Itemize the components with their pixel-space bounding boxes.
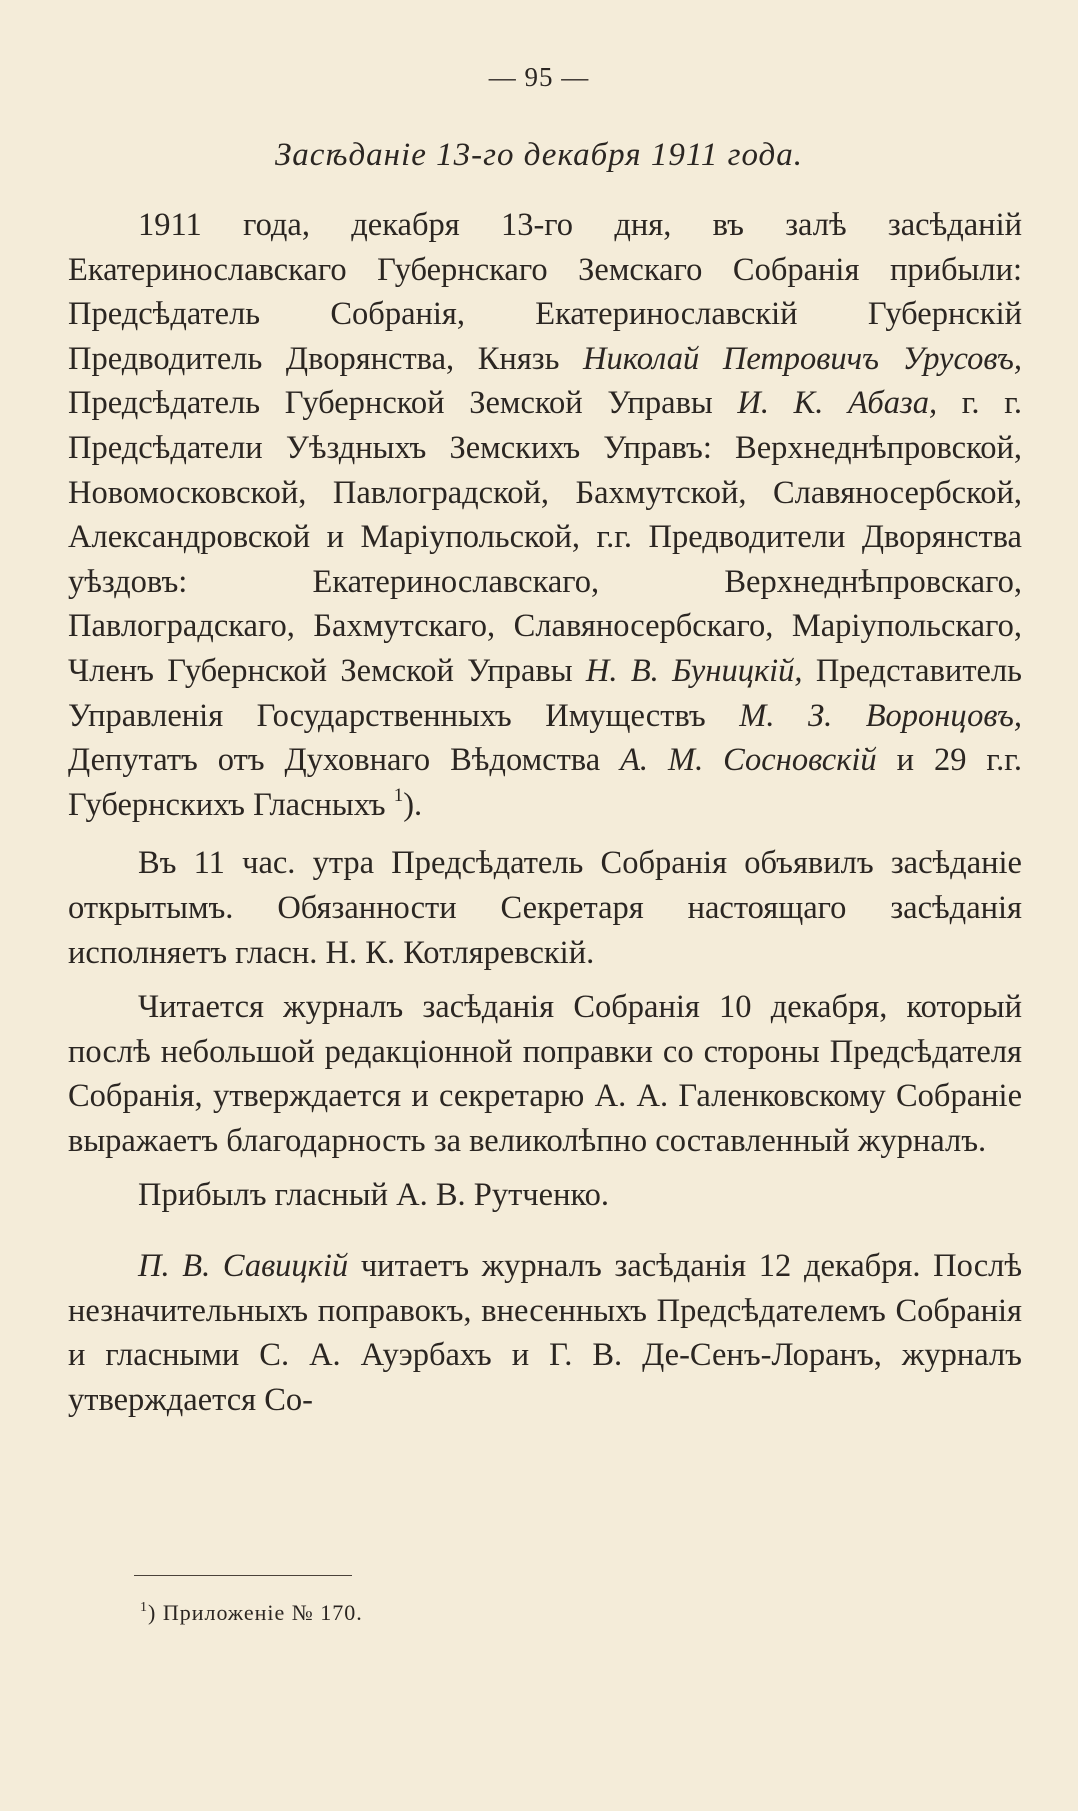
- session-heading: Засѣданіе 13-го декабря 1911 года.: [274, 137, 804, 173]
- body-text: [68, 203, 1022, 1422]
- paragraph-text: 1911 года, декабря 13-го дня, въ залѣ засѣданій Екатеринославскаго Губернскаго Земскаго Собранія прибыли: Предсѣдатель Собранія, Екатеринославскій Губернскій Предводитель Дворянства, Князь: [68, 207, 1022, 377]
- paragraph-savitsky: [68, 1244, 1022, 1422]
- footnote-marker: 1: [393, 784, 404, 806]
- paragraph-journal-reading: Читается журналъ засѣданія Собранія 10 декабря, который послѣ небольшой редакціонной поправки со стороны Предсѣдателя Собранія, утверждается и секретарю А. А. Галенковскому Собраніе выражаетъ благодарность за великолѣпно составленный журналъ.: [68, 989, 1022, 1159]
- footnote-text: ) Приложеніе № 170.: [148, 1600, 363, 1625]
- italic-name: Николай Петровичъ Урусовъ,: [583, 340, 1022, 377]
- page-number: — 95 —: [488, 62, 590, 92]
- paragraph-text: ).: [403, 786, 423, 823]
- footnote: [140, 1600, 363, 1626]
- paragraph-arrival: Прибылъ гласный А. В. Рутченко.: [138, 1177, 609, 1214]
- paragraph-text: и 29 г.г. Губернскихъ Гласныхъ: [68, 742, 1022, 823]
- paragraph-text: Депутатъ отъ Духовнаго Вѣдомства: [68, 742, 621, 779]
- paragraph-text: Представитель Управленія Государственныхъ Имуществъ: [68, 652, 1022, 734]
- italic-name: П. В. Савицкій: [138, 1248, 349, 1285]
- italic-name: М. З. Воронцовъ,: [739, 697, 1022, 734]
- italic-name: И. К. Абаза,: [737, 385, 938, 422]
- footnote-marker: 1: [140, 1600, 148, 1615]
- italic-name: Н. В. Буницкій,: [585, 652, 803, 689]
- paragraph-text: читаетъ журналъ засѣданія 12 декабря. Послѣ незначительныхъ поправокъ, внесенныхъ Предсѣдателемъ Собранія и гласными С. А. Ауэрбахъ и Г. В. Де-Сенъ-Лоранъ, журналъ утверждается Со-: [68, 1248, 1022, 1418]
- paragraph-text: г. г. Предсѣдатели Уѣздныхъ Земскихъ Управъ: Верхнеднѣпровской, Новомосковской, Павлоградской, Бахмутской, Славяносербской, Александровской и Маріупольской, г.г. Предводители Дворянства уѣздовъ: Екатеринославскаго, Верхнеднѣпровскаго, Павлоградскаго, Бахмутскаго, Славяносербскаго, Маріупольскаго, Членъ Губернской Земской Управы: [68, 385, 1022, 689]
- paragraph-attendance: [68, 203, 1022, 827]
- footnote-divider: [134, 1575, 352, 1576]
- paragraph-text: Предсѣдатель Губернской Земской Управы: [68, 385, 738, 422]
- paragraph-opening: Въ 11 час. утра Предсѣдатель Собранія объявилъ засѣданіе открытымъ. Обязанности Секретаря настоящаго засѣданія исполняетъ гласн. Н. К. Котляревскій.: [68, 845, 1022, 971]
- italic-name: А. М. Сосновскій: [620, 742, 877, 779]
